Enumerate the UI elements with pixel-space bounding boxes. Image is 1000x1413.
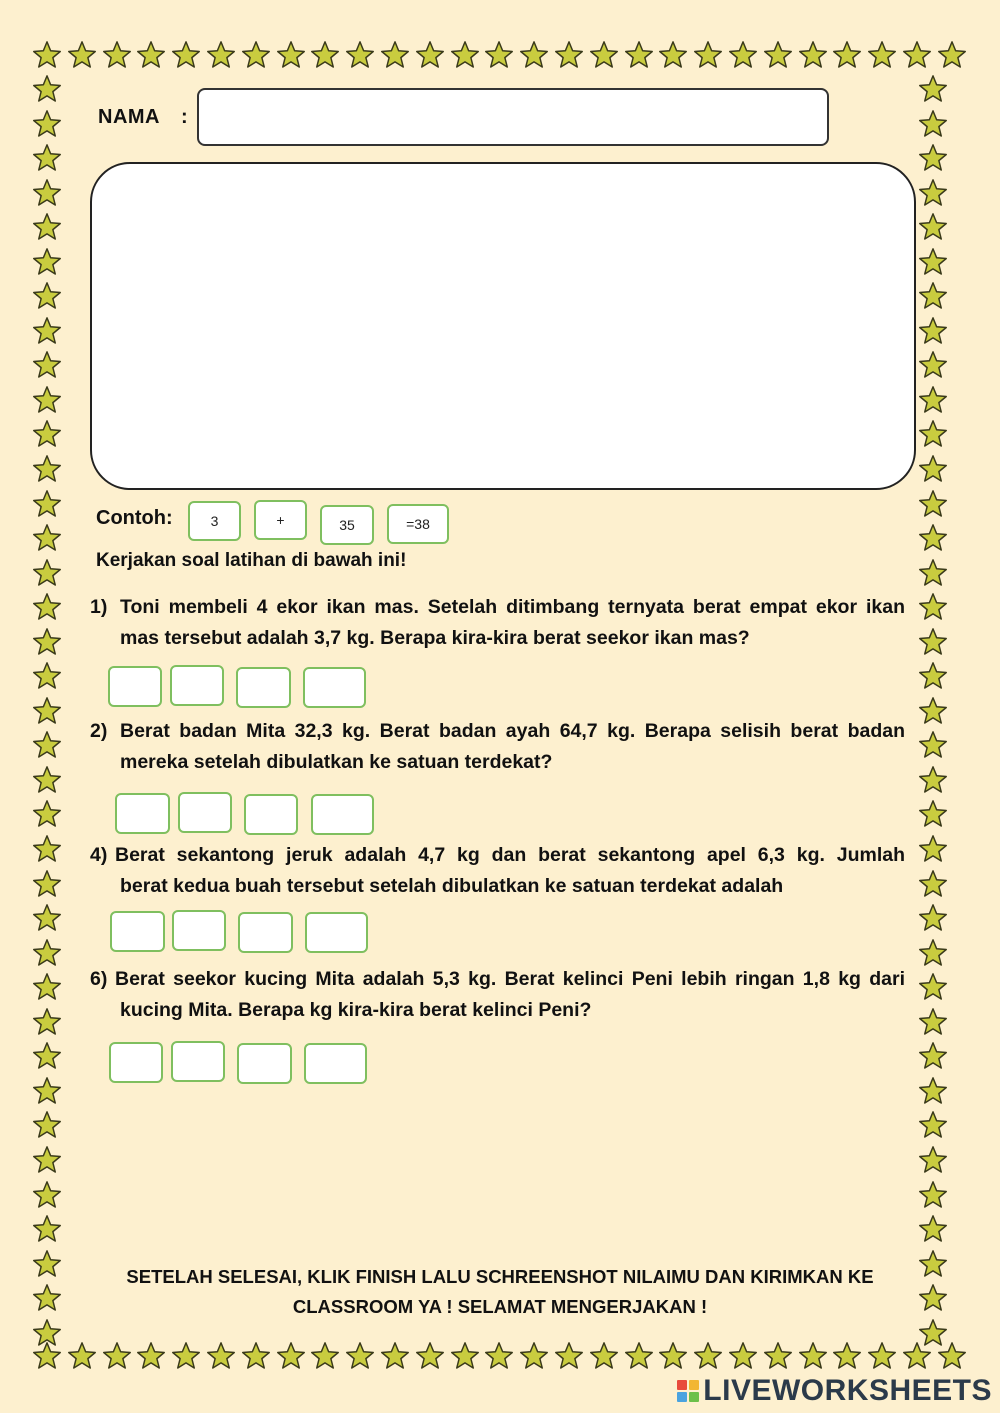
star-border-top — [32, 40, 967, 74]
star-icon — [867, 40, 897, 70]
star-icon — [171, 40, 201, 70]
answer-box[interactable] — [170, 665, 224, 706]
star-icon — [658, 40, 688, 70]
star-icon — [918, 212, 948, 242]
star-icon — [918, 696, 948, 726]
star-icon — [32, 143, 62, 173]
star-icon — [918, 627, 948, 657]
star-icon — [32, 1110, 62, 1140]
star-icon — [918, 765, 948, 795]
example-box: =38 — [387, 504, 449, 544]
star-icon — [32, 869, 62, 899]
star-icon — [241, 40, 271, 70]
star-icon — [32, 489, 62, 519]
star-icon — [918, 938, 948, 968]
star-icon — [32, 834, 62, 864]
star-icon — [32, 1180, 62, 1210]
liveworksheets-logo[interactable] — [677, 1374, 992, 1408]
star-icon — [918, 972, 948, 1002]
question-text: mas tersebut adalah 3,7 kg. Berapa kira-kira berat seekor ikan mas? — [120, 627, 750, 649]
star-icon — [554, 1341, 584, 1371]
brand-name: LIVEWORKSHEETS — [703, 1374, 992, 1407]
answer-box[interactable] — [238, 912, 293, 953]
star-icon — [918, 834, 948, 864]
star-border-left — [32, 74, 66, 1348]
star-icon — [32, 1076, 62, 1106]
star-icon — [32, 730, 62, 760]
star-icon — [484, 1341, 514, 1371]
star-icon — [918, 281, 948, 311]
star-icon — [32, 74, 62, 104]
star-icon — [693, 40, 723, 70]
example-box: 3 — [188, 501, 241, 541]
star-icon — [658, 1341, 688, 1371]
star-icon — [415, 1341, 445, 1371]
example-box: + — [254, 500, 307, 540]
question-number: 6) — [90, 968, 108, 990]
star-icon — [589, 1341, 619, 1371]
star-icon — [32, 1214, 62, 1244]
star-icon — [32, 523, 62, 553]
star-icon — [918, 1076, 948, 1106]
instruction-text: Kerjakan soal latihan di bawah ini! — [96, 550, 407, 571]
star-icon — [918, 74, 948, 104]
star-icon — [32, 212, 62, 242]
question-6 — [90, 964, 905, 1026]
question-text: kucing Mita. Berapa kg kira-kira berat kelinci Peni? — [120, 999, 592, 1021]
star-icon — [276, 40, 306, 70]
star-icon — [918, 730, 948, 760]
answer-box[interactable] — [304, 1043, 367, 1084]
star-icon — [32, 1318, 62, 1348]
star-icon — [918, 1180, 948, 1210]
star-icon — [32, 1283, 62, 1313]
star-icon — [136, 1341, 166, 1371]
star-icon — [918, 489, 948, 519]
star-icon — [32, 316, 62, 346]
answer-box[interactable] — [244, 794, 298, 835]
star-icon — [32, 281, 62, 311]
star-icon — [32, 419, 62, 449]
star-icon — [918, 869, 948, 899]
star-icon — [276, 1341, 306, 1371]
star-icon — [450, 1341, 480, 1371]
star-icon — [241, 1341, 271, 1371]
star-icon — [918, 1145, 948, 1175]
answer-box[interactable] — [172, 910, 226, 951]
question-text: Toni membeli 4 ekor ikan mas. Setelah ditimbang ternyata berat empat ekor ikan — [120, 596, 905, 618]
star-icon — [728, 1341, 758, 1371]
star-icon — [918, 1041, 948, 1071]
star-icon — [32, 1007, 62, 1037]
star-icon — [918, 419, 948, 449]
star-icon — [918, 558, 948, 588]
star-icon — [918, 1110, 948, 1140]
content-panel — [90, 162, 916, 490]
star-icon — [519, 40, 549, 70]
star-icon — [867, 1341, 897, 1371]
star-icon — [798, 40, 828, 70]
star-icon — [102, 1341, 132, 1371]
star-icon — [624, 1341, 654, 1371]
star-icon — [32, 799, 62, 829]
example-label: Contoh: — [96, 507, 173, 529]
question-text: Berat seekor kucing Mita adalah 5,3 kg. Berat kelinci Peni lebih ringan 1,8 kg dari — [115, 968, 905, 990]
star-icon — [918, 454, 948, 484]
star-icon — [918, 1283, 948, 1313]
star-icon — [32, 592, 62, 622]
star-icon — [32, 1041, 62, 1071]
name-input[interactable] — [197, 88, 829, 146]
answer-box[interactable] — [303, 667, 366, 708]
star-icon — [918, 1007, 948, 1037]
star-icon — [832, 40, 862, 70]
star-icon — [832, 1341, 862, 1371]
liveworksheets-logo-icon — [677, 1380, 699, 1402]
star-icon — [624, 40, 654, 70]
star-icon — [798, 1341, 828, 1371]
star-icon — [67, 40, 97, 70]
star-icon — [206, 40, 236, 70]
question-text: berat kedua buah tersebut setelah dibulatkan ke satuan terdekat adalah — [120, 875, 784, 897]
star-icon — [918, 109, 948, 139]
star-icon — [32, 454, 62, 484]
star-icon — [918, 143, 948, 173]
star-icon — [918, 661, 948, 691]
name-label: NAMA — [98, 106, 160, 128]
star-icon — [345, 40, 375, 70]
question-text: mereka setelah dibulatkan ke satuan terdekat? — [120, 751, 553, 773]
question-number: 1) — [90, 596, 108, 618]
star-icon — [380, 40, 410, 70]
star-icon — [102, 40, 132, 70]
star-icon — [32, 972, 62, 1002]
star-icon — [918, 247, 948, 277]
star-border-right — [918, 74, 952, 1348]
answer-box[interactable] — [236, 667, 291, 708]
star-icon — [918, 1214, 948, 1244]
star-icon — [32, 40, 62, 70]
answer-box[interactable] — [108, 666, 162, 707]
star-icon — [310, 40, 340, 70]
star-icon — [32, 1145, 62, 1175]
star-icon — [763, 1341, 793, 1371]
question-2 — [90, 716, 905, 778]
star-icon — [32, 385, 62, 415]
star-icon — [918, 350, 948, 380]
star-icon — [380, 1341, 410, 1371]
star-icon — [415, 40, 445, 70]
star-icon — [937, 40, 967, 70]
star-icon — [484, 40, 514, 70]
star-icon — [32, 109, 62, 139]
star-icon — [171, 1341, 201, 1371]
star-icon — [918, 523, 948, 553]
star-icon — [67, 1341, 97, 1371]
star-icon — [918, 799, 948, 829]
star-icon — [918, 1318, 948, 1348]
question-text: Berat sekantong jeruk adalah 4,7 kg dan berat sekantong apel 6,3 kg. Jumlah — [115, 844, 905, 866]
star-icon — [450, 40, 480, 70]
star-icon — [32, 178, 62, 208]
star-icon — [310, 1341, 340, 1371]
star-icon — [32, 558, 62, 588]
star-border-bottom — [32, 1341, 967, 1375]
star-icon — [918, 1249, 948, 1279]
star-icon — [589, 40, 619, 70]
star-icon — [763, 40, 793, 70]
star-icon — [32, 627, 62, 657]
star-icon — [728, 40, 758, 70]
star-icon — [918, 316, 948, 346]
star-icon — [345, 1341, 375, 1371]
star-icon — [32, 350, 62, 380]
star-icon — [136, 40, 166, 70]
answer-box[interactable] — [178, 792, 232, 833]
answer-box[interactable] — [311, 794, 374, 835]
question-number: 4) — [90, 844, 108, 866]
footer-instructions — [90, 1262, 910, 1322]
star-icon — [32, 1249, 62, 1279]
star-icon — [902, 40, 932, 70]
footer-line: CLASSROOM YA ! SELAMAT MENGERJAKAN ! — [292, 1296, 708, 1317]
answer-box[interactable] — [171, 1041, 225, 1082]
star-icon — [918, 903, 948, 933]
question-1 — [90, 592, 905, 654]
answer-box[interactable] — [237, 1043, 292, 1084]
question-text: Berat badan Mita 32,3 kg. Berat badan ayah 64,7 kg. Berapa selisih berat badan — [120, 720, 905, 742]
star-icon — [918, 385, 948, 415]
star-icon — [32, 765, 62, 795]
footer-line: SETELAH SELESAI, KLIK FINISH LALU SCHREENSHOT NILAIMU DAN KIRIMKAN KE — [126, 1266, 874, 1287]
name-colon: : — [181, 106, 188, 128]
answer-box[interactable] — [110, 911, 165, 952]
star-icon — [918, 592, 948, 622]
answer-box[interactable] — [115, 793, 170, 834]
answer-box[interactable] — [109, 1042, 163, 1083]
star-icon — [32, 696, 62, 726]
star-icon — [32, 903, 62, 933]
star-icon — [519, 1341, 549, 1371]
question-4 — [90, 840, 905, 902]
star-icon — [693, 1341, 723, 1371]
example-box: 35 — [320, 505, 374, 545]
star-icon — [554, 40, 584, 70]
star-icon — [32, 938, 62, 968]
question-number: 2) — [90, 720, 108, 742]
answer-box[interactable] — [305, 912, 368, 953]
star-icon — [918, 178, 948, 208]
star-icon — [206, 1341, 236, 1371]
star-icon — [32, 247, 62, 277]
star-icon — [32, 661, 62, 691]
